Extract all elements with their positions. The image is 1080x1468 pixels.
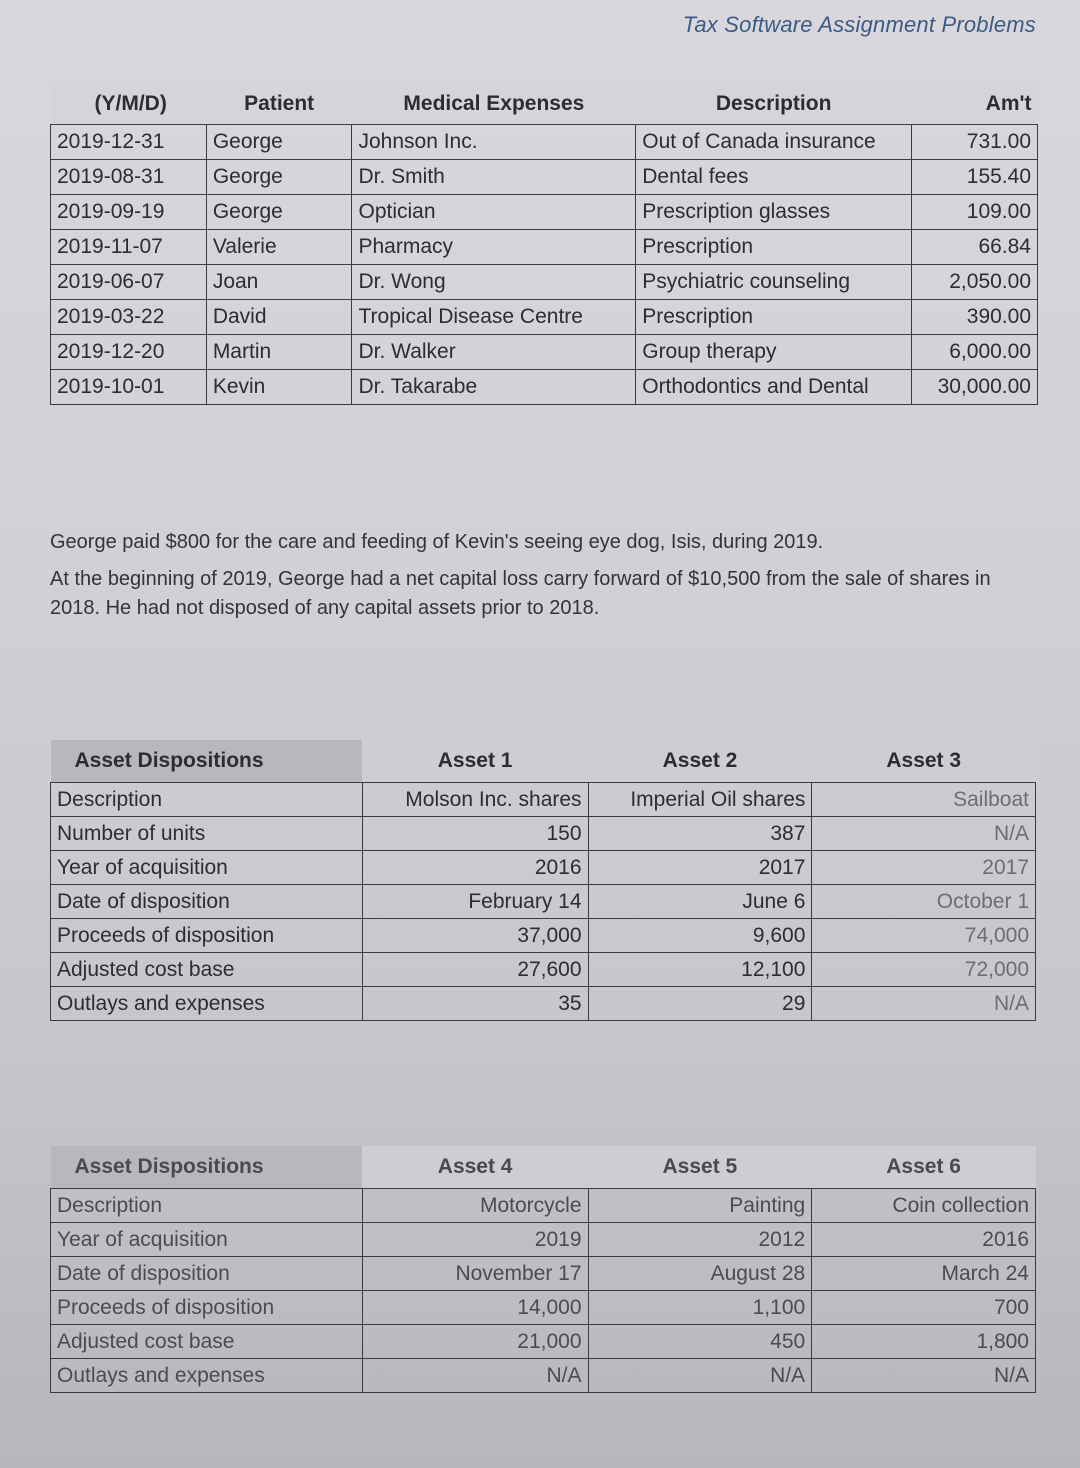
cell-description: Out of Canada insurance [636,125,912,160]
header-asset-1: Asset 1 [362,740,588,783]
cell-payee: Dr. Walker [352,335,636,370]
page-header-title: Tax Software Assignment Problems [682,12,1036,37]
cell-amount: 390.00 [912,300,1038,335]
table-row [51,919,1036,953]
row-label: Outlays and expenses [51,1359,363,1393]
cell-value: 21,000 [362,1325,588,1359]
row-label: Description [51,1189,363,1223]
table-row [51,851,1036,885]
cell-amount: 155.40 [912,160,1038,195]
row-label: Description [51,783,363,817]
cell-value: November 17 [362,1257,588,1291]
cell-value: 29 [588,987,812,1021]
table-row [51,370,1038,405]
header-asset-4: Asset 4 [362,1146,588,1189]
row-label: Outlays and expenses [51,987,363,1021]
cell-patient: Valerie [206,230,352,265]
cell-patient: George [206,195,352,230]
cell-date: 2019-08-31 [51,160,207,195]
header-date: (Y/M/D) [51,84,207,125]
table-row [51,953,1036,987]
cell-patient: Kevin [206,370,352,405]
cell-patient: David [206,300,352,335]
cell-value: N/A [588,1359,812,1393]
cell-value: Sailboat [812,783,1036,817]
cell-value: 2019 [362,1223,588,1257]
row-label: Proceeds of disposition [51,1291,363,1325]
cell-payee: Johnson Inc. [352,125,636,160]
cell-value: Motorcycle [362,1189,588,1223]
header-description: Description [636,84,912,125]
cell-date: 2019-12-20 [51,335,207,370]
cell-amount: 109.00 [912,195,1038,230]
header-amount: Am't [912,84,1038,125]
cell-value: October 1 [812,885,1036,919]
cell-value: 2016 [362,851,588,885]
narrative-text [50,528,1040,631]
table-row [51,265,1038,300]
cell-date: 2019-11-07 [51,230,207,265]
cell-amount: 66.84 [912,230,1038,265]
asset-dispositions-table-1 [50,740,1036,1021]
row-label: Number of units [51,817,363,851]
cell-payee: Dr. Wong [352,265,636,300]
cell-date: 2019-12-31 [51,125,207,160]
table-header-row [51,740,1036,783]
table-row [51,987,1036,1021]
table-row [51,160,1038,195]
cell-date: 2019-03-22 [51,300,207,335]
cell-amount: 2,050.00 [912,265,1038,300]
row-label: Adjusted cost base [51,1325,363,1359]
cell-value: 35 [362,987,588,1021]
cell-value: N/A [812,1359,1036,1393]
row-label: Year of acquisition [51,851,363,885]
cell-value: 74,000 [812,919,1036,953]
cell-value: 2017 [812,851,1036,885]
table-row [51,335,1038,370]
cell-value: 2016 [812,1223,1036,1257]
cell-value: 1,800 [812,1325,1036,1359]
header-asset-2: Asset 2 [588,740,812,783]
cell-value: March 24 [812,1257,1036,1291]
cell-patient: George [206,125,352,160]
cell-value: 37,000 [362,919,588,953]
cell-value: February 14 [362,885,588,919]
row-label: Date of disposition [51,1257,363,1291]
table-row [51,195,1038,230]
table-row [51,783,1036,817]
cell-patient: Joan [206,265,352,300]
table-row [51,1189,1036,1223]
table-row [51,1291,1036,1325]
cell-payee: Dr. Smith [352,160,636,195]
table-row [51,885,1036,919]
header-asset-3: Asset 3 [812,740,1036,783]
cell-value: Molson Inc. shares [362,783,588,817]
table-row [51,1359,1036,1393]
cell-value: 14,000 [362,1291,588,1325]
cell-date: 2019-09-19 [51,195,207,230]
cell-payee: Dr. Takarabe [352,370,636,405]
cell-amount: 731.00 [912,125,1038,160]
cell-value: 2017 [588,851,812,885]
cell-description: Orthodontics and Dental [636,370,912,405]
asset-dispositions-table-2 [50,1146,1036,1393]
row-label: Date of disposition [51,885,363,919]
cell-value: Imperial Oil shares [588,783,812,817]
cell-amount: 30,000.00 [912,370,1038,405]
cell-value: Painting [588,1189,812,1223]
table-row [51,300,1038,335]
cell-value: 700 [812,1291,1036,1325]
narrative-paragraph: George paid $800 for the care and feeding of Kevin's seeing eye dog, Isis, during 2019. [50,531,824,553]
cell-value: 2012 [588,1223,812,1257]
cell-description: Prescription [636,230,912,265]
header-asset-dispositions: Asset Dispositions [51,1146,363,1189]
table-row [51,125,1038,160]
cell-description: Group therapy [636,335,912,370]
cell-value: 150 [362,817,588,851]
cell-payee: Tropical Disease Centre [352,300,636,335]
table-row [51,1257,1036,1291]
cell-value: August 28 [588,1257,812,1291]
row-label: Year of acquisition [51,1223,363,1257]
table-row [51,1325,1036,1359]
cell-value: 72,000 [812,953,1036,987]
cell-value: 27,600 [362,953,588,987]
header-medical-expenses: Medical Expenses [352,84,636,125]
table-header-row [51,1146,1036,1189]
header-asset-5: Asset 5 [588,1146,812,1189]
cell-description: Prescription [636,300,912,335]
cell-value: 1,100 [588,1291,812,1325]
table-row [51,230,1038,265]
cell-patient: George [206,160,352,195]
cell-value: Coin collection [812,1189,1036,1223]
cell-date: 2019-10-01 [51,370,207,405]
cell-description: Dental fees [636,160,912,195]
header-asset-6: Asset 6 [812,1146,1036,1189]
cell-value: June 6 [588,885,812,919]
cell-value: N/A [362,1359,588,1393]
cell-value: 12,100 [588,953,812,987]
cell-value: N/A [812,817,1036,851]
cell-payee: Pharmacy [352,230,636,265]
cell-description: Psychiatric counseling [636,265,912,300]
medical-expenses-table [50,84,1038,405]
cell-value: N/A [812,987,1036,1021]
header-patient: Patient [206,84,352,125]
table-row [51,1223,1036,1257]
cell-value: 387 [588,817,812,851]
table-header-row [51,84,1038,125]
cell-date: 2019-06-07 [51,265,207,300]
row-label: Adjusted cost base [51,953,363,987]
table-row [51,817,1036,851]
cell-value: 9,600 [588,919,812,953]
narrative-paragraph: At the beginning of 2019, George had a net capital loss carry forward of $10,500 from the sale of shares in 2018. He had not disposed of any capital assets prior to 2018. [50,568,991,619]
cell-patient: Martin [206,335,352,370]
cell-description: Prescription glasses [636,195,912,230]
cell-payee: Optician [352,195,636,230]
cell-amount: 6,000.00 [912,335,1038,370]
header-asset-dispositions: Asset Dispositions [51,740,363,783]
cell-value: 450 [588,1325,812,1359]
row-label: Proceeds of disposition [51,919,363,953]
